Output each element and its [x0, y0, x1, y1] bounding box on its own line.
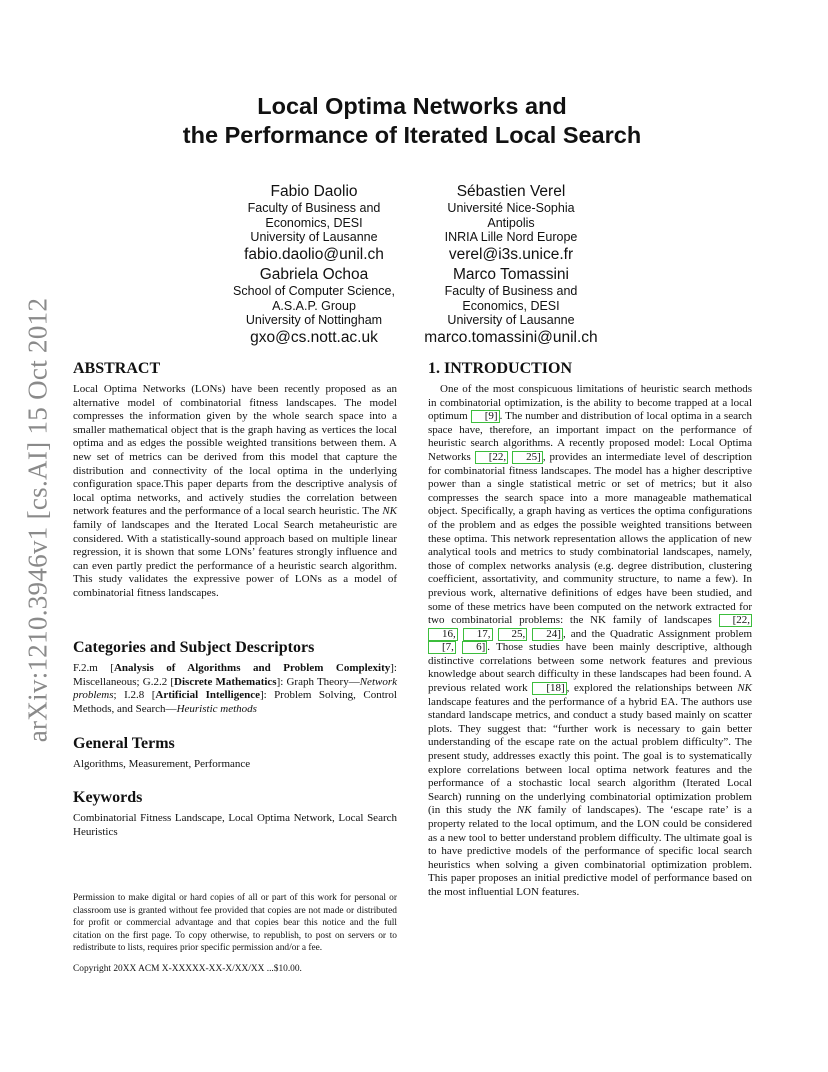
author-affiliation: University of Lausanne — [250, 230, 378, 245]
categories-text-part: ; I.2.8 [ — [113, 689, 156, 702]
general-terms-heading: General Terms — [73, 735, 175, 752]
intro-text-part: landscape features and the performance of a hybrid EA. The authors use standard landscape metrics, and conduct a study based mainly on scatter plots. They suggest that: “further work is necessary to gain better understanding of the escape rate on the actual problem difficulty”. The present study, addresses exactly this point. The goal is to systematically explore correlations between local optima network features and the performance of a stochastic local search algorithm (Iterated Local Search) running on the underlying combinatorial optimization problem (in this study the — [428, 695, 752, 817]
citation-link[interactable]: [9] — [471, 410, 500, 423]
author-affiliation: University of Nottingham — [245, 313, 383, 328]
author-name: Marco Tomassini — [452, 266, 569, 283]
citation-link[interactable]: 16, — [428, 628, 458, 641]
author-name: Sébastien Verel — [456, 183, 566, 200]
author-email: gxo@cs.nott.ac.uk — [250, 328, 378, 346]
author-affiliation: School of Computer Science, — [233, 284, 395, 298]
nk-symbol: NK — [737, 682, 753, 695]
nk-symbol: NK — [382, 505, 398, 518]
category-name: Discrete Mathematics — [174, 675, 277, 688]
categories-text-part: ]: Problem Solving, Control Methods, and Search— — [73, 689, 397, 715]
introduction-heading: 1. INTRODUCTION — [428, 360, 573, 377]
title-line-2: the Performance of Iterated Local Search — [182, 122, 642, 148]
citation-link[interactable]: 25, — [498, 628, 528, 641]
author-affiliation: INRIA Lille Nord Europe — [444, 230, 578, 245]
keywords-heading: Keywords — [73, 789, 143, 806]
citation-link[interactable]: 25] — [512, 451, 543, 464]
author-name: Fabio Daolio — [270, 183, 358, 200]
author-block-4 — [412, 265, 610, 347]
categories-text-part: F.2.m [ — [73, 662, 114, 674]
paper-title — [100, 92, 724, 150]
author-block-3 — [216, 265, 412, 347]
category-name: Analysis of Algorithms and Problem Complexity — [113, 662, 391, 674]
citation-link[interactable]: [18] — [532, 682, 566, 695]
abstract-text-part: Local Optima Networks (LONs) have been recently proposed as an alternative model of combinatorial fitness landscapes. The model compresses the information given by the whole search space into a smaller mathematical object that is the graph having as vertices the local optima and as edges the possible weighted transitions between them. A new set of metrics can be derived from this model that capture the distribution and connectivity of the local optima in the underlying configuration space.This paper departs from the descriptive analysis of local optima networks, and actively studies the correlation between network features and the performance of a local search heuristic. The — [73, 383, 397, 518]
author-affiliation: Economics, DESI — [265, 215, 363, 230]
category-name: Artificial Intelligence — [155, 689, 260, 702]
citation-link[interactable]: 17, — [463, 628, 493, 641]
citation-link[interactable]: 6] — [462, 641, 487, 654]
nk-symbol: NK — [516, 804, 532, 817]
intro-text-part: family of landscapes). The ‘escape rate’ is a property related to the local optimum, and the LON could be considered as a new tool to better understand problem difficulty. The ultimate goal is to have predictive models of the performance of specific local search heuristics when solving a given combinatorial optimization problem. This paper proposes an initial predictive model of performance based on the most influential LON features. — [428, 804, 753, 898]
intro-text-part: , and the Quadratic Assignment problem — [562, 627, 753, 640]
author-name: Gabriela Ochoa — [259, 266, 369, 283]
author-affiliation: Faculty of Business and — [247, 201, 381, 215]
citation-link[interactable]: [7, — [428, 641, 456, 654]
author-affiliation: University of Lausanne — [447, 313, 575, 328]
copyright-notice: Copyright 20XX ACM X-XXXXX-XX-X/XX/XX ...$10.00. — [73, 964, 302, 974]
intro-text-part: . Those studies have been mainly descriptive, although distinctive correlations between some network features and previous knowledge about search difficulty in these landscapes had been found. A previous related work — [428, 641, 753, 695]
author-email: marco.tomassini@unil.ch — [424, 328, 598, 346]
author-block-2 — [418, 182, 604, 264]
abstract-text — [73, 383, 397, 601]
subject-descriptor: Heuristic methods — [176, 702, 257, 715]
author-email: fabio.daolio@unil.ch — [244, 245, 384, 263]
author-affiliation: Antipolis — [487, 215, 535, 230]
intro-text-part: . The number and distribution of local optima in a search space have, therefore, an important impact on the performance of heuristic search algorithms. A recently proposed model: Local Optima Networks — [428, 410, 753, 463]
permission-notice: Permission to make digital or hard copies of all or part of this work for personal or classroom use is granted without fee provided that copies are not made or distributed for profit or commercial advantage and that copies bear this notice and the full citation on the first page. To copy otherwise, to republish, to post on servers or to redistribute to lists, requires prior specific permission and/or a fee. — [73, 893, 397, 954]
subject-descriptor: Network problems — [73, 675, 397, 702]
author-block-1 — [222, 182, 406, 264]
arxiv-identifier: arXiv:1210.3946v1 [cs.AI] 15 Oct 2012 — [22, 297, 53, 743]
author-affiliation: Faculty of Business and — [444, 284, 578, 298]
abstract-heading: ABSTRACT — [73, 360, 161, 377]
citation-link[interactable]: [22, — [719, 614, 752, 627]
author-affiliation: A.S.A.P. Group — [272, 298, 356, 313]
abstract-text-part: family of landscapes and the Iterated Local Search metaheuristic are considered. With a statistically-sound approach based on multiple linear regression, it is shown that some LONs’ features strongly influence and can even partly predict the performance of a heuristic search algorithm. This study validates the expressive power of LONs as a model of combinatorial fitness landscapes. — [73, 518, 397, 599]
categories-heading: Categories and Subject Descriptors — [73, 639, 315, 656]
intro-text-part: One of the most conspicuous limitations of heuristic search methods in combinatorial optimization, is the ability to become trapped at a local optimum — [428, 383, 752, 423]
citation-link[interactable]: [22, — [475, 451, 508, 464]
citation-link[interactable]: 24] — [532, 628, 563, 641]
keywords-text: Combinatorial Fitness Landscape, Local Optima Network, Local Search Heuristics — [73, 812, 397, 838]
intro-text-part: , explored the relationships between — [566, 682, 733, 695]
author-affiliation: Economics, DESI — [462, 298, 560, 313]
author-affiliation: Université Nice-Sophia — [447, 201, 575, 215]
introduction-text — [428, 383, 752, 900]
author-email: verel@i3s.unice.fr — [448, 245, 574, 263]
categories-text-part: ]: Miscellaneous; G.2.2 [ — [73, 662, 397, 688]
general-terms-text: Algorithms, Measurement, Performance — [73, 758, 251, 770]
categories-text-part: ]: Graph Theory— — [276, 675, 360, 688]
title-line-1: Local Optima Networks and — [257, 93, 567, 119]
intro-text-part: , provides an intermediate level of description for combinatorial fitness landscapes. The model has a higher descriptive power than a single statistical metric or set of metrics; but it also compresses the search space into a more manageable mathematical object. Specifically, a graph having as vertices the optima configurations of the problem and as edges the possible weighted transitions between these optima. This network representation allows the application of new analytical tools and metrics to study combinatorial landscapes, namely, those of complex networks analysis (e.g. degree distribution, clustering coefficient, assortativity, and community structure, to name a few). In previous work, alternative definitions of edges have been studied, and some of these metrics have been computed on the network extracted for two combinatorial problems: the NK family of landscapes — [428, 450, 753, 627]
categories-text — [73, 662, 397, 716]
